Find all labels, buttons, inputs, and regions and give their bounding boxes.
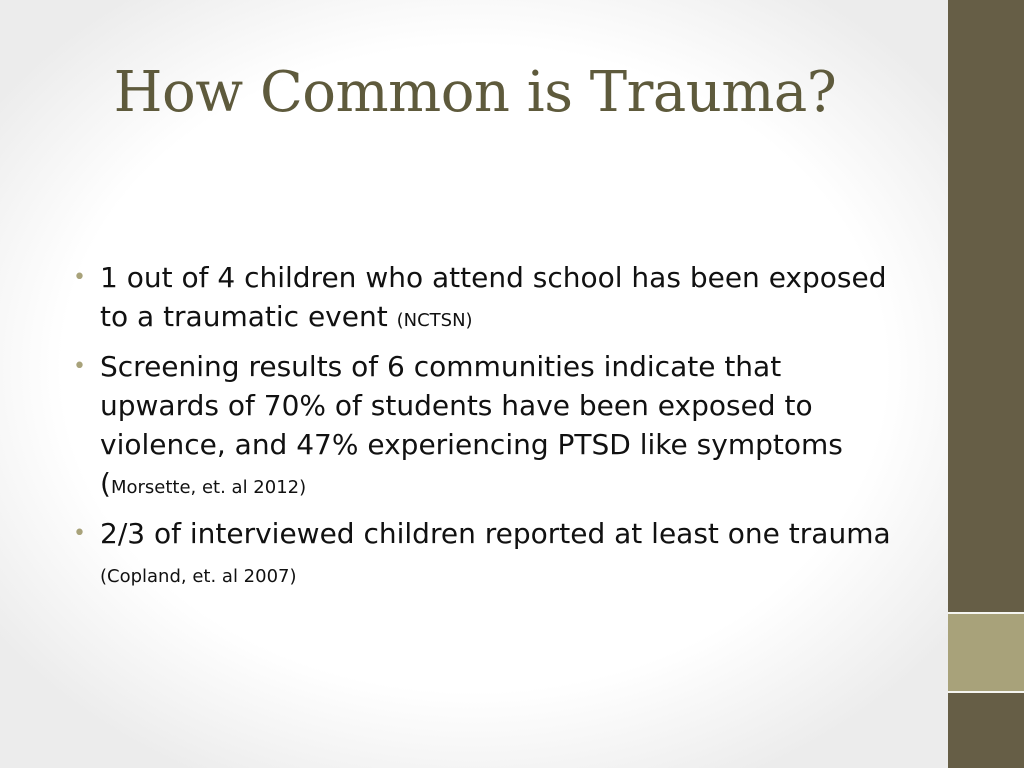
bullet-citation: (NCTSN) bbox=[396, 310, 473, 331]
bullet-item bbox=[72, 258, 892, 340]
bullet-item bbox=[72, 347, 892, 507]
bullet-text: Screening results of 6 communities indicate that upwards of 70% of students have been exposed to violence, and 47% experiencing PTSD like symptoms ( bbox=[100, 350, 843, 500]
bullet-citation: (Copland, et. al 2007) bbox=[100, 566, 297, 587]
bullet-icon: • bbox=[73, 265, 86, 290]
bullet-icon: • bbox=[73, 354, 86, 379]
bullet-text: 2/3 of interviewed children reported at least one trauma bbox=[100, 517, 891, 550]
sidebar-divider-bottom bbox=[948, 691, 1024, 693]
bullet-item bbox=[72, 514, 892, 596]
bullet-icon: • bbox=[73, 521, 86, 546]
bullet-list bbox=[72, 258, 892, 596]
slide-body bbox=[72, 258, 892, 603]
slide-title: How Common is Trauma? bbox=[113, 60, 837, 125]
bullet-citation: Morsette, et. al 2012) bbox=[110, 477, 307, 498]
bullet-text: 1 out of 4 children who attend school has been exposed to a traumatic event bbox=[100, 261, 887, 333]
sidebar-accent-block bbox=[948, 614, 1024, 691]
